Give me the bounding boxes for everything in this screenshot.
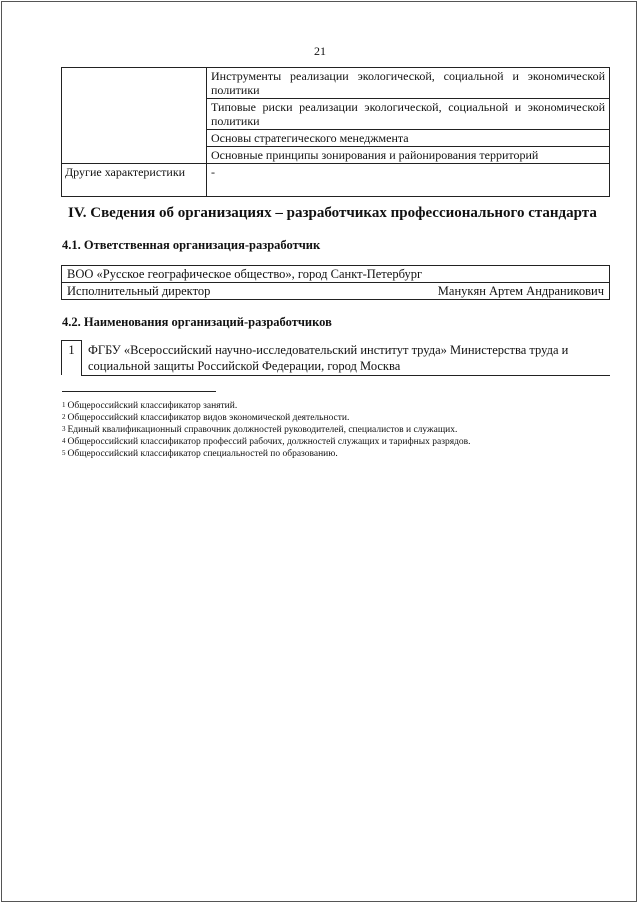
footnote-number: 5 (62, 449, 66, 457)
footnote-text: Общероссийский классификатор видов экономической деятельности. (67, 413, 350, 423)
other-characteristics-value: - (207, 164, 610, 197)
developer-orgs-table (61, 340, 610, 376)
table-row (62, 68, 610, 99)
footnotes (62, 400, 622, 460)
footnote-separator (62, 391, 216, 392)
footnote (62, 448, 622, 460)
footnote-text: Общероссийский классификатор занятий. (67, 401, 238, 411)
developer-org-name: ФГБУ «Всероссийский научно-исследовательский институт труда» Министерства труда и социальной защиты Российской Федерации, город Москва (82, 341, 611, 376)
footnote (62, 412, 622, 424)
subsection-title-responsible: 4.1. Ответственная организация-разработчик (62, 238, 321, 252)
page-number: 21 (314, 44, 326, 58)
footnote-number: 2 (62, 413, 66, 421)
table-row (62, 341, 611, 376)
footnote (62, 400, 622, 412)
knowledge-table (61, 67, 610, 197)
developer-org-number: 1 (62, 341, 82, 376)
other-characteristics-label: Другие характеристики (62, 164, 207, 197)
footnote-text: Общероссийский классификатор специальностей по образованию. (67, 449, 338, 459)
footnote-number: 3 (62, 425, 66, 433)
subsection-title-developers: 4.2. Наименования организаций-разработчиков (62, 315, 332, 329)
responsible-org-signatory (62, 283, 610, 300)
table-cell-empty (62, 68, 207, 164)
table-row (62, 266, 610, 283)
table-cell: Типовые риски реализации экологической, социальной и экономической политики (207, 99, 610, 130)
responsible-org-table (61, 265, 610, 300)
footnote-number: 1 (62, 401, 66, 409)
footnote (62, 424, 622, 436)
footnote (62, 436, 622, 448)
position-label: Исполнительный директор (67, 284, 211, 298)
responsible-org-name: ВОО «Русское географическое общество», город Санкт-Петербург (62, 266, 610, 283)
footnote-number: 4 (62, 437, 66, 445)
table-row-other (62, 164, 610, 197)
footnote-text: Общероссийский классификатор профессий рабочих, должностей служащих и тарифных разрядов. (67, 437, 471, 447)
table-cell: Основные принципы зонирования и районирования территорий (207, 147, 610, 164)
section-title: IV. Сведения об организациях – разработчиках профессионального стандарта (68, 205, 597, 221)
table-cell: Основы стратегического менеджмента (207, 130, 610, 147)
footnote-text: Единый квалификационный справочник должностей руководителей, специалистов и служащих. (67, 425, 458, 435)
table-cell: Инструменты реализации экологической, социальной и экономической политики (207, 68, 610, 99)
person-name: Манукян Артем Андраникович (437, 284, 604, 298)
table-row (62, 283, 610, 300)
